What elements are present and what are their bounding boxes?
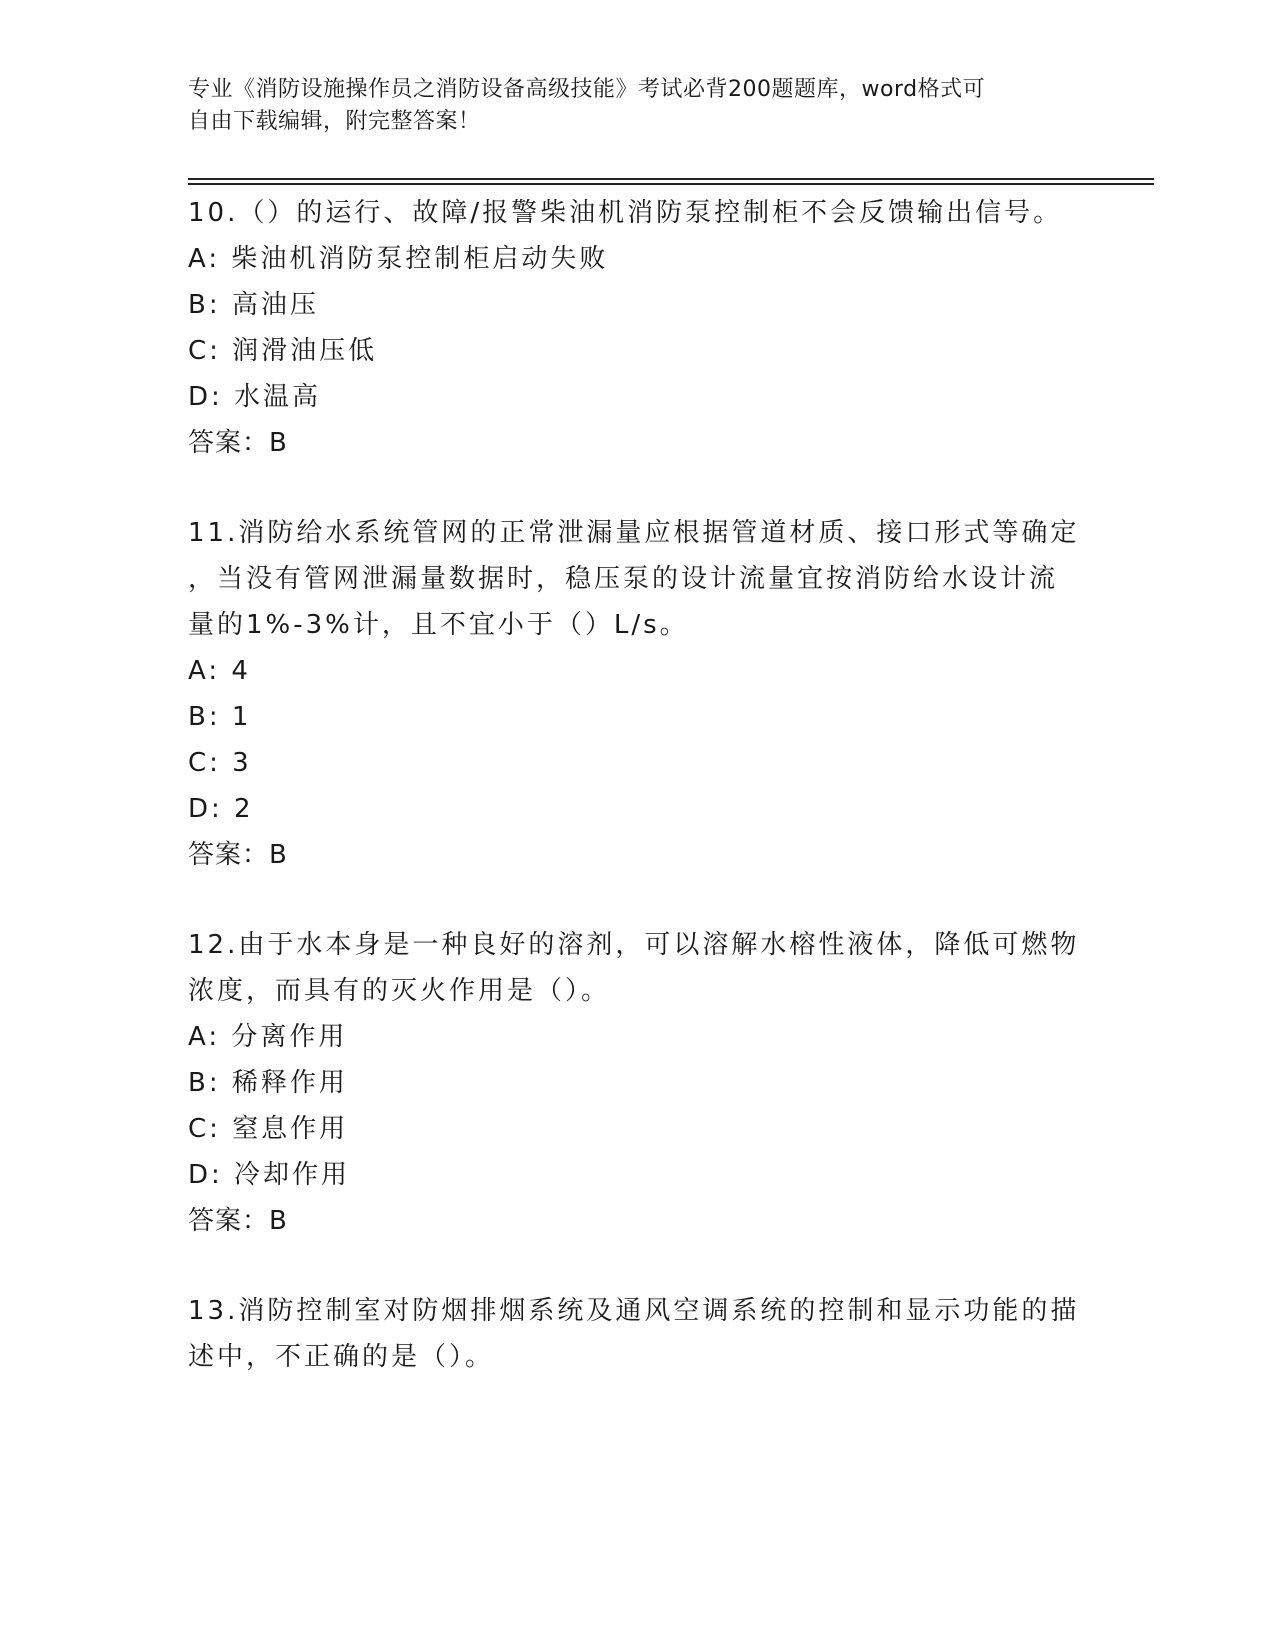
option-a: A: 4 [188,656,251,686]
question-text: 11.消防给水系统管网的正常泄漏量应根据管道材质、接口形式等确定 [188,518,1080,548]
question-text: 量的1%-3%计，且不宜小于（）L/s。 [188,610,689,640]
header-divider-bottom [188,183,1154,185]
option-a: A: 柴油机消防泵控制柜启动失败 [188,244,609,274]
question-11 [188,510,1088,878]
header-line: 自由下载编辑，附完整答案！ [188,109,481,134]
question-12 [188,922,1088,1244]
document-header [188,74,1088,138]
question-text: 述中，不正确的是（）。 [188,1342,495,1372]
question-13 [188,1288,1088,1380]
option-d: D: 2 [188,794,254,824]
option-d: D: 冷却作用 [188,1160,351,1190]
option-d: D: 水温高 [188,382,322,412]
header-line: 专业《消防设施操作员之消防设备高级技能》考试必背200题题库，word格式可 [188,77,986,102]
question-text: 10.（）的运行、故障/报警柴油机消防泵控制柜不会反馈输出信号。 [188,198,1063,228]
option-a: A: 分离作用 [188,1022,348,1052]
question-10 [188,190,1088,466]
option-b: B: 高油压 [188,290,319,320]
answer: 答案：B [188,428,288,458]
header-divider-top [188,178,1154,180]
option-c: C: 润滑油压低 [188,336,378,366]
question-text: 12.由于水本身是一种良好的溶剂，可以溶解水榕性液体，降低可燃物 [188,930,1080,960]
answer: 答案：B [188,840,288,870]
option-c: C: 窒息作用 [188,1114,349,1144]
question-text: ，当没有管网泄漏量数据时，稳压泵的设计流量宜按消防给水设计流 [188,564,1059,594]
question-list [188,190,1088,1424]
option-b: B: 稀释作用 [188,1068,348,1098]
option-b: B: 1 [188,702,252,732]
option-c: C: 3 [188,748,252,778]
answer: 答案：B [188,1206,288,1236]
question-text: 13.消防控制室对防烟排烟系统及通风空调系统的控制和显示功能的描 [188,1296,1080,1326]
question-text: 浓度，而具有的灭火作用是（）。 [188,976,611,1006]
